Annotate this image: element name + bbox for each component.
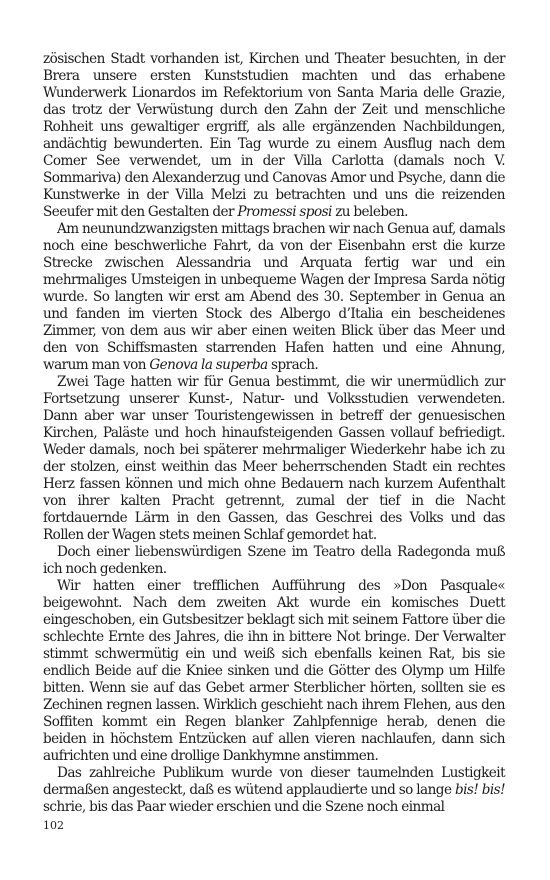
italic-text: Promessi sposi: [237, 204, 332, 220]
text-segment: zu beleben.: [331, 204, 408, 220]
page-number: 102: [43, 819, 64, 832]
paragraph: [43, 51, 505, 221]
text-segment: Das zahlreiche Publikum wurde von dieser taumelnden Lustigkeit dermaßen angesteckt, daß es wütend applaudierte und so lange: [43, 765, 505, 798]
body-text: [43, 51, 505, 816]
paragraph: [43, 578, 505, 765]
paragraph: [43, 221, 505, 374]
italic-text: Genova la superba: [149, 357, 268, 373]
text-segment: Wir hatten einer trefflichen Aufführung des »Don Pasquale« beigewohnt. Nach dem zweiten Akt wurde ein komisches Duett eingeschoben, ein Gutsbesitzer beklagt sich mit seinem Fattore über die schlechte Ernte des Jahres, die ihn in bittere Not bringe. Der Verwalter stimmt schwermütig ein und weiß sich ebenfalls keinen Rat, bis sie endlich Beide auf die Kniee sinken und die Götter des Olymp um Hilfe bitten. Wenn sie auf das Gebet armer Sterblicher hörten, sollten sie es Zechinen regnen lassen. Wirklich geschieht nach ihrem Flehen, aus den Soffiten kommt ein Regen blanker Zahlpfennige herab, denen die beiden in höchstem Entzücken auf allen vieren nachlaufen, dann sich aufrichten und eine drollige Dankhymne anstimmen.: [43, 578, 505, 764]
text-segment: Zwei Tage hatten wir für Genua bestimmt, die wir unermüdlich zur Fortsetzung unserer Kunst-, Natur- und Volksstudien verwendeten. Dann aber war unser Touristengewissen in betreff der genuesischen Kirchen, Paläste und hoch hinaufsteigenden Gassen vollauf befriedigt. Weder damals, noch bei späterer mehrmaliger Wiederkehr habe ich zu der stolzen, einst weithin das Meer beherrschenden Stadt ein rechtes Herz fassen können und mich ohne Bedauern nach kurzem Aufenthalt von ihrer kalten Pracht getrennt, zumal der tief in die Nacht fortdauernde Lärm in den Gassen, das Geschrei des Volks und das Rollen der Wagen stets meinen Schlaf gemordet hat.: [43, 374, 505, 543]
paragraph: [43, 544, 505, 578]
text-segment: schrie, bis das Paar wieder erschien und die Szene noch einmal: [43, 799, 445, 815]
text-segment: zösischen Stadt vorhanden ist, Kirchen und Theater besuchten, in der Brera unsere ersten Kunststudien machten und das erhabene Wunderwerk Lionardos im Refektorium von Santa Maria delle Grazie, das trotz der Verwüstung durch den Zahn der Zeit und menschliche Rohheit uns gewaltiger ergriff, als alle ergänzenden Nachbildungen, andächtig bewunderten. Ein Tag wurde zu einem Ausflug nach dem Comer See verwendet, um in der Villa Carlotta (damals noch V. Sommariva) den Alexanderzug und Canovas Amor und Psyche, dann die Kunstwerke in der Villa Melzi zu betrachten und uns die reizenden Seeufer mit den Gestalten der: [43, 51, 505, 220]
italic-text: bis! bis!: [454, 782, 505, 798]
text-segment: Am neunundzwanzigsten mittags brachen wir nach Genua auf, damals noch eine beschwerliche Fahrt, da von der Eisenbahn erst die kurze Strecke zwischen Alessandria und Arquata fertig war und ein mehrmaliges Umsteigen in unbequeme Wagen der Impresa Sarda nötig wurde. So langten wir erst am Abend des 30. September in Genua an und fanden im vierten Stock des Albergo d’Italia ein bescheidenes Zimmer, von dem aus wir aber einen weiten Blick über das Meer und den von Schiffsmasten starrenden Hafen hatten und eine Ahnung, warum man von: [43, 221, 506, 373]
paragraph: [43, 765, 505, 816]
text-segment: Doch einer liebenswürdigen Szene im Teatro della Radegonda muß ich noch gedenken.: [43, 544, 505, 577]
text-segment: sprach.: [267, 357, 319, 373]
paragraph: [43, 374, 505, 544]
